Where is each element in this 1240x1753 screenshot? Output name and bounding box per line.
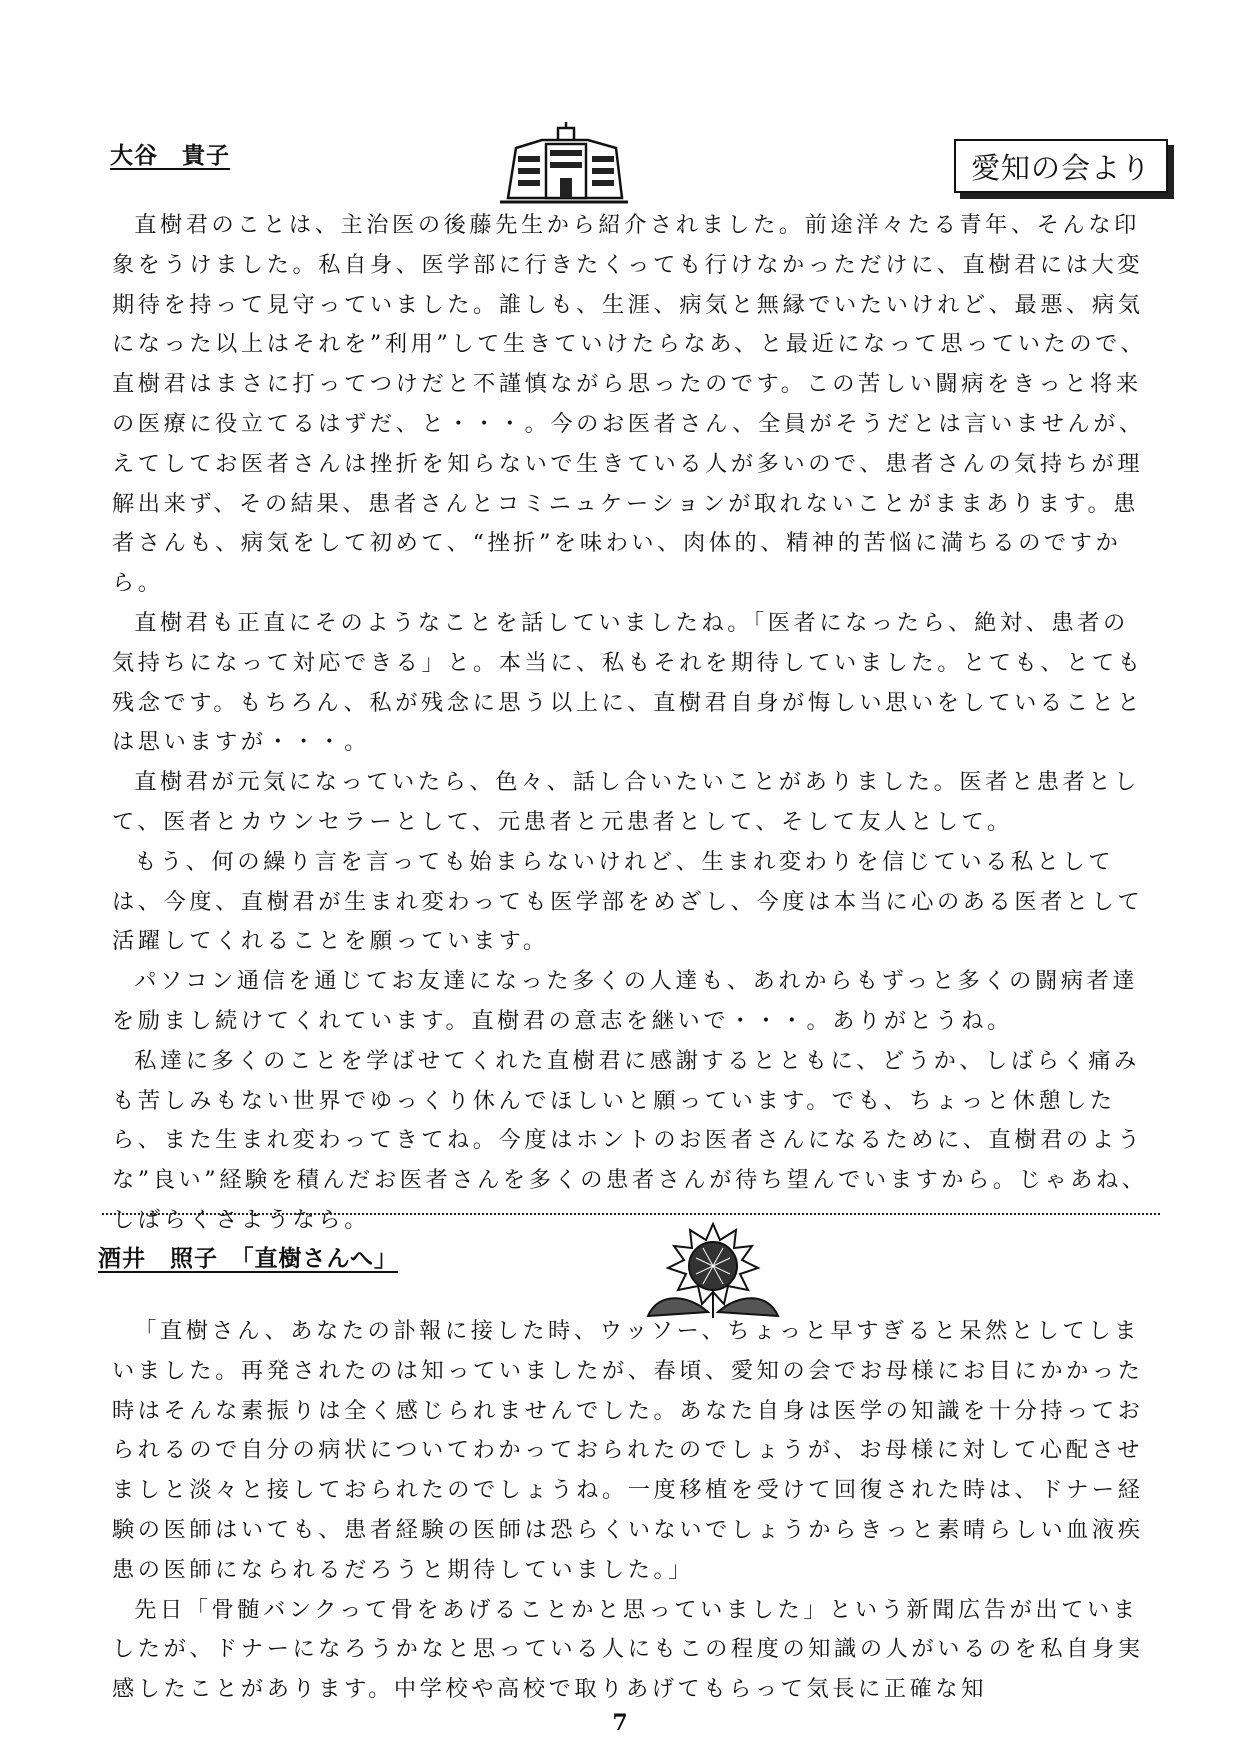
sunflower-illustration-icon [628,1212,798,1322]
paragraph: パソコン通信を通じてお友達になった多くの人達も、あれからもずっと多くの闘病者達を励まし続けてくれています。直樹君の意志を継いで・・・。ありがとうね。 [112,968,1139,1034]
paragraph: 直樹君も正直にそのようなことを話していましたね。「医者になったら、絶対、患者の気持ちになって対応できる」と。本当に、私もそれを期待していました。とても、とても残念です。もちろん、私が残念に思う以上に、直樹君自身が悔しい思いをしていることとは思いますが・・・。 [112,609,1144,756]
paragraph: 私達に多くのことを学ばせてくれた直樹君に感謝するとともに、どうか、しばらく痛みも苦しみもない世界でゆっくり休んでほしいと願っています。でも、ちょっと休憩したら、また生まれ変わってきてね。今度はホントのお医者さんになるために、直樹君のような”良い”経験を積んだお医者さんを多くの患者さんが待ち望んでいますから。じゃあね、しばらくさようなら。 [112,1047,1148,1233]
paragraph: 直樹君のことは、主治医の後藤先生から紹介されました。前途洋々たる青年、そんな印象をうけました。私自身、医学部に行きたくっても行けなかっただけに、直樹君には大変期待を持って見守っていました。誰しも、生涯、病気と無縁でいたいけれど、最悪、病気になった以上はそれを”利用”して生きていけたらなあ、と最近になって思っていたので、直樹君はまさに打ってつけだと不謹慎ながら思ったのです。この苦しい闘病をきっと将来の医療に役立てるはずだ、と・・・。今のお医者さん、全員がそうだとは言いませんが、えてしてお医者さんは挫折を知らないで生きている人が多いので、患者さんの気持ちが理解出来ず、その結果、患者さんとコミニュケーションが取れないことがままあります。患者さんも、病気をして初めて、“挫折”を味わい、肉体的、精神的苦悩に満ちるのですから。 [112,212,1147,597]
section-label-box: 愛知の会より [954,139,1168,193]
author-name-otani: 大谷 貴子 [110,142,230,169]
paragraph: 直樹君が元気になっていたら、色々、話し合いたいことがありました。医者と患者として、医者とカウンセラーとして、元患者と元患者として、そして友人として。 [112,769,1140,835]
author-name-sakai: 酒井 照子 「直樹さんへ」 [98,1245,399,1272]
article-body-sakai [112,1312,1152,1710]
page-number: 7 [612,1710,628,1736]
building-illustration-icon [498,118,630,210]
paragraph: 先日「骨髄バンクって骨をあげることかと思っていました」という新聞広告が出ていましたが、ドナーになろうかなと思っている人にもこの程度の知識の人がいるのを私自身実感したことがあります。中学校や高校で取りあげてもらって気長に正確な知 [112,1596,1144,1703]
paragraph: 「直樹さん、あなたの訃報に接した時、ウッソー、ちょっと早すぎると呆然としてしまいました。再発されたのは知っていましたが、春頃、愛知の会でお母様にお目にかかった時はそんな素振りは全く感じられませんでした。あなた自身は医学の知識を十分持っておられるので自分の病状についてわかっておられたのでしょうが、お母様に対して心配させましと淡々と接しておられたのでしょうね。一度移植を受けて回復された時は、ドナー経験の医師はいても、患者経験の医師は恐らくいないでしょうからきっと素晴らしい血液疾患の医師になられるだろうと期待していました。」 [112,1318,1144,1583]
paragraph: もう、何の繰り言を言っても始まらないけれど、生まれ変わりを信じている私としては、今度、直樹君が生まれ変わっても医学部をめざし、今度は本当に心のある医者として活躍してくれることを願っています。 [112,848,1144,955]
article-body-otani [112,206,1152,1241]
